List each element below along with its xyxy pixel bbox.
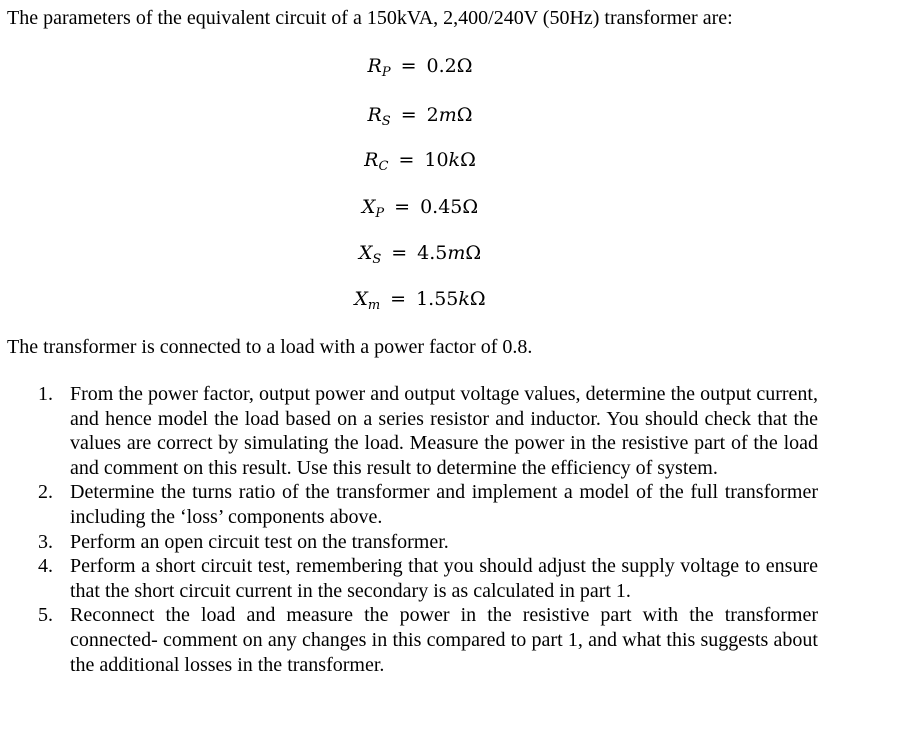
list-item — [36, 382, 818, 480]
equation-value: 0.45 — [420, 196, 463, 218]
equation-value: 4.5 — [417, 242, 448, 264]
equals-sign: = — [390, 288, 407, 310]
equation-symbol: R — [367, 104, 382, 126]
list-item-text: Reconnect the load and measure the power in the resistive part with the transformer connected- comment on any changes in this compared to part 1, and what this suggests about the additional losses in the transformer. — [70, 604, 818, 676]
equation-subscript: S — [372, 252, 382, 267]
equation-symbol: R — [364, 149, 379, 171]
list-item — [36, 480, 818, 529]
list-item — [36, 554, 818, 603]
equals-sign: = — [400, 55, 417, 77]
equals-sign: = — [400, 104, 417, 126]
equation-subscript: m — [367, 298, 381, 313]
equation-xp — [0, 192, 840, 222]
intro-paragraph: The parameters of the equivalent circuit of a 150kVA, 2,400/240V (50Hz) transformer are: — [7, 7, 733, 29]
list-item-number: 2. — [38, 481, 53, 504]
list-item — [36, 530, 818, 555]
unit-symbol: Ω — [462, 196, 479, 218]
unit-symbol: Ω — [465, 242, 482, 264]
unit-symbol: Ω — [456, 104, 473, 126]
equation-symbol: X — [361, 196, 376, 218]
list-item-text: Determine the turns ratio of the transformer and implement a model of the full transformer including the ‘loss’ components above. — [70, 481, 818, 528]
unit-prefix: m — [447, 242, 466, 264]
unit-symbol: Ω — [460, 149, 476, 171]
equation-value: 10 — [424, 149, 449, 171]
list-item-text: Perform a short circuit test, remembering that you should adjust the supply voltage to ensure that the short circuit current in the secondary is as calculated in part 1. — [70, 555, 818, 602]
equation-symbol: X — [358, 242, 373, 264]
list-item-text: Perform an open circuit test on the transformer. — [70, 530, 449, 553]
equation-value: 1.55 — [416, 288, 459, 310]
unit-symbol: Ω — [469, 288, 486, 310]
equation-subscript: P — [375, 206, 385, 221]
equation-subscript: P — [381, 65, 391, 80]
list-item-number: 5. — [38, 604, 53, 627]
equation-rc — [0, 145, 840, 175]
equation-value: 2 — [426, 104, 439, 126]
equals-sign: = — [391, 242, 408, 264]
unit-prefix: m — [438, 104, 457, 126]
unit-symbol: Ω — [456, 55, 473, 77]
equation-rp — [0, 51, 840, 81]
equation-subscript: S — [381, 114, 391, 129]
list-item-number: 1. — [38, 383, 53, 405]
equation-symbol: X — [354, 288, 368, 310]
equals-sign: = — [398, 149, 415, 171]
equation-subscript: C — [378, 159, 389, 174]
task-list — [36, 382, 818, 677]
equals-sign: = — [394, 196, 411, 218]
equation-symbol: R — [367, 55, 382, 77]
unit-prefix: k — [448, 149, 461, 171]
list-item-text: From the power factor, output power and output voltage values, determine the output current, and hence model the load based on a series resistor and inductor. You should check that the values are correct by simulating the load. Measure the power in the resistive part of the load and comment on this result. Use this result to determine the efficiency of system. — [70, 383, 818, 479]
load-paragraph: The transformer is connected to a load with a power factor of 0.8. — [7, 336, 533, 358]
equation-xs — [0, 238, 840, 268]
equation-xm — [0, 284, 840, 314]
list-item-number: 4. — [38, 555, 53, 578]
list-item — [36, 603, 818, 677]
list-item-number: 3. — [38, 530, 53, 553]
equation-value: 0.2 — [426, 55, 457, 77]
unit-prefix: k — [458, 288, 470, 310]
equation-rs — [0, 100, 840, 130]
